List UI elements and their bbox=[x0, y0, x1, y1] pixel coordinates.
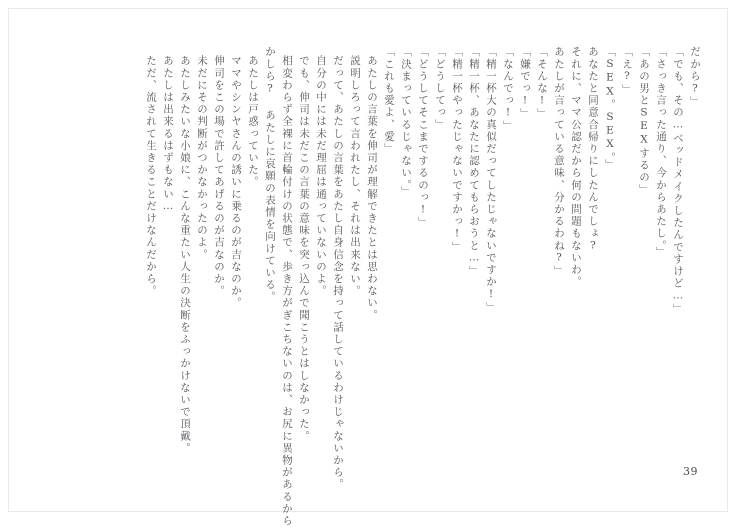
text-line: あたしみたいな小娘に、こんな重たい人生の決断をふっかけないで頂戴。 bbox=[179, 55, 191, 455]
text-line: 「さっき言った通り、今からあたし。」 bbox=[655, 46, 667, 259]
text-line: 「精一杯やったじゃないですかっ!」 bbox=[451, 46, 463, 254]
text-line: 自分の中には未だ理屈は通っていないのよ。 bbox=[315, 55, 327, 297]
text-line: 「え?」 bbox=[621, 46, 633, 96]
text-line: それに、ママ公認だから何の問題もないわ。 bbox=[570, 46, 582, 288]
text-line: 伸司をこの場で許してあげるのが吉なのか。 bbox=[213, 55, 225, 297]
text-line: あたしは戸惑っていた。 bbox=[247, 55, 259, 189]
text-line: ママやシンヤさんの誘いに乗るのが吉なのか。 bbox=[230, 55, 242, 310]
text-line: あたしは出来るはずもない… bbox=[162, 55, 174, 214]
text-line: 「でも、その…ベッドメイクしたんですけど…」 bbox=[672, 46, 684, 316]
text-line: あたしが言っている意味、分かるわね?」 bbox=[553, 46, 565, 278]
text-line: 「そんな!」 bbox=[536, 46, 548, 121]
text-line: 説明しろって言われたし、それは出来ない。 bbox=[349, 55, 361, 297]
page-number: 39 bbox=[683, 465, 698, 478]
text-line: 相変わらず全裸に首輪付けの状態で、歩き方がぎこちないのは、お尻に異物があるから bbox=[281, 55, 293, 527]
text-line: ただ、流されて生きることだけなんだから。 bbox=[145, 55, 157, 297]
text-line: 「精一杯大の真似だってしたじゃないですか!」 bbox=[485, 46, 497, 314]
text-line: あなたと同意合帰りにしたんでしょ? bbox=[587, 46, 599, 254]
text-line: 「どうしてそこまでするのっ!」 bbox=[417, 46, 429, 229]
text-line: だって、あたしの言葉をあたし自身信念を持って話しているわけじゃないから。 bbox=[332, 55, 344, 491]
text-line: 「決まっているじゃない。」 bbox=[400, 46, 412, 199]
text-line: 「精一杯、あなたに認めてもらおうと…」 bbox=[468, 46, 480, 278]
text-line: 「SEX。SEX。」 bbox=[604, 46, 616, 171]
text-line: あたしの言葉を伸司が理解できたとは思わない。 bbox=[366, 55, 378, 322]
text-line: 「嫌でっ!」 bbox=[519, 46, 531, 121]
text-line: 「あの男とSEXするの」 bbox=[638, 46, 650, 196]
text-line: 「どうしてっ」 bbox=[434, 46, 446, 131]
text-line: でも、伸司は未だこの言葉の意味を突っ込んで聞こうとはしなかった。 bbox=[298, 55, 310, 443]
text-line: 「これも愛よ、愛」 bbox=[383, 46, 395, 155]
text-line: 未だにその判断がつかなかったのよ。 bbox=[196, 55, 208, 261]
text-line: だから?」 bbox=[689, 46, 701, 108]
text-line: かしら? あたしに哀願の表情を向けている。 bbox=[264, 46, 276, 304]
text-line: 「なんでっ!」 bbox=[502, 46, 514, 133]
